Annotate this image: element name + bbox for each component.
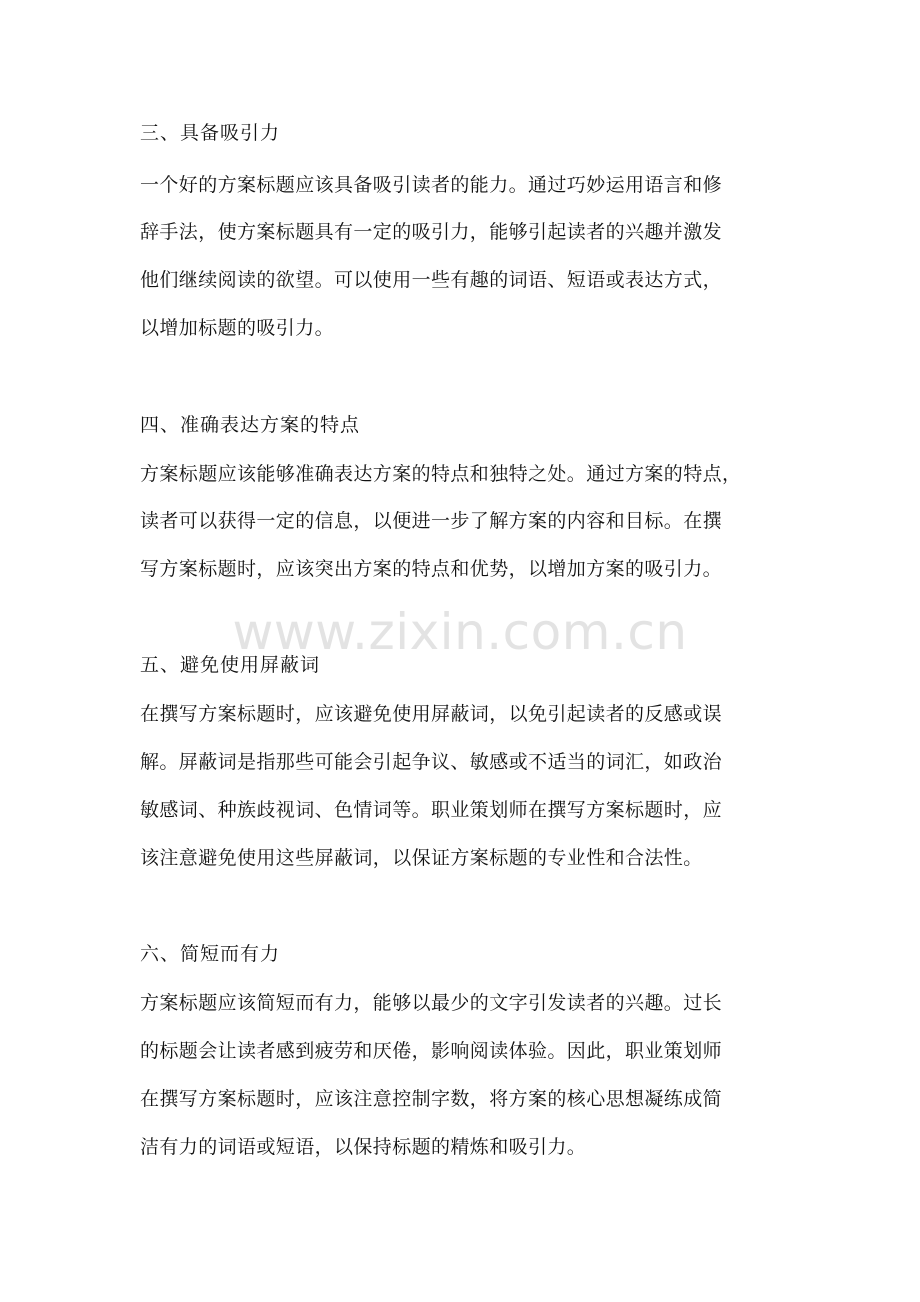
section-heading: 六、简短而有力 <box>140 943 281 965</box>
section-heading: 四、准确表达方案的特点 <box>140 414 361 436</box>
paragraph-line: 他们继续阅读的欲望。可以使用一些有趣的词语、短语或表达方式， <box>140 269 723 291</box>
paragraph-line: 方案标题应该能够准确表达方案的特点和独特之处。通过方案的特点， <box>140 463 742 485</box>
paragraph-line: 以增加标题的吸引力。 <box>140 317 335 339</box>
paragraph-line: 读者可以获得一定的信息，以便进一步了解方案的内容和目标。在撰 <box>140 510 723 532</box>
paragraph-line: 写方案标题时，应该突出方案的特点和优势，以增加方案的吸引力。 <box>140 558 723 580</box>
paragraph-line: 方案标题应该简短而有力，能够以最少的文字引发读者的兴趣。过长 <box>140 992 723 1014</box>
section-heading: 三、具备吸引力 <box>140 122 281 144</box>
paragraph-line: 辞手法，使方案标题具有一定的吸引力，能够引起读者的兴趣并激发 <box>140 221 723 243</box>
paragraph-line: 的标题会让读者感到疲劳和厌倦，影响阅读体验。因此，职业策划师 <box>140 1040 723 1062</box>
paragraph-line: 在撰写方案标题时，应该注意控制字数，将方案的核心思想凝练成简 <box>140 1088 723 1110</box>
section-heading: 五、避免使用屏蔽词 <box>140 654 321 676</box>
paragraph-line: 解。屏蔽词是指那些可能会引起争议、敏感或不适当的词汇，如政治 <box>140 751 723 773</box>
paragraph-line: 该注意避免使用这些屏蔽词，以保证方案标题的专业性和合法性。 <box>140 847 703 869</box>
watermark: www.zixin.com.cn <box>232 603 688 661</box>
paragraph-line: 一个好的方案标题应该具备吸引读者的能力。通过巧妙运用语言和修 <box>140 174 723 196</box>
paragraph-line: 洁有力的词语或短语，以保持标题的精炼和吸引力。 <box>140 1136 587 1158</box>
paragraph-line: 在撰写方案标题时，应该避免使用屏蔽词，以免引起读者的反感或误 <box>140 703 723 725</box>
paragraph-line: 敏感词、种族歧视词、色情词等。职业策划师在撰写方案标题时，应 <box>140 799 723 821</box>
